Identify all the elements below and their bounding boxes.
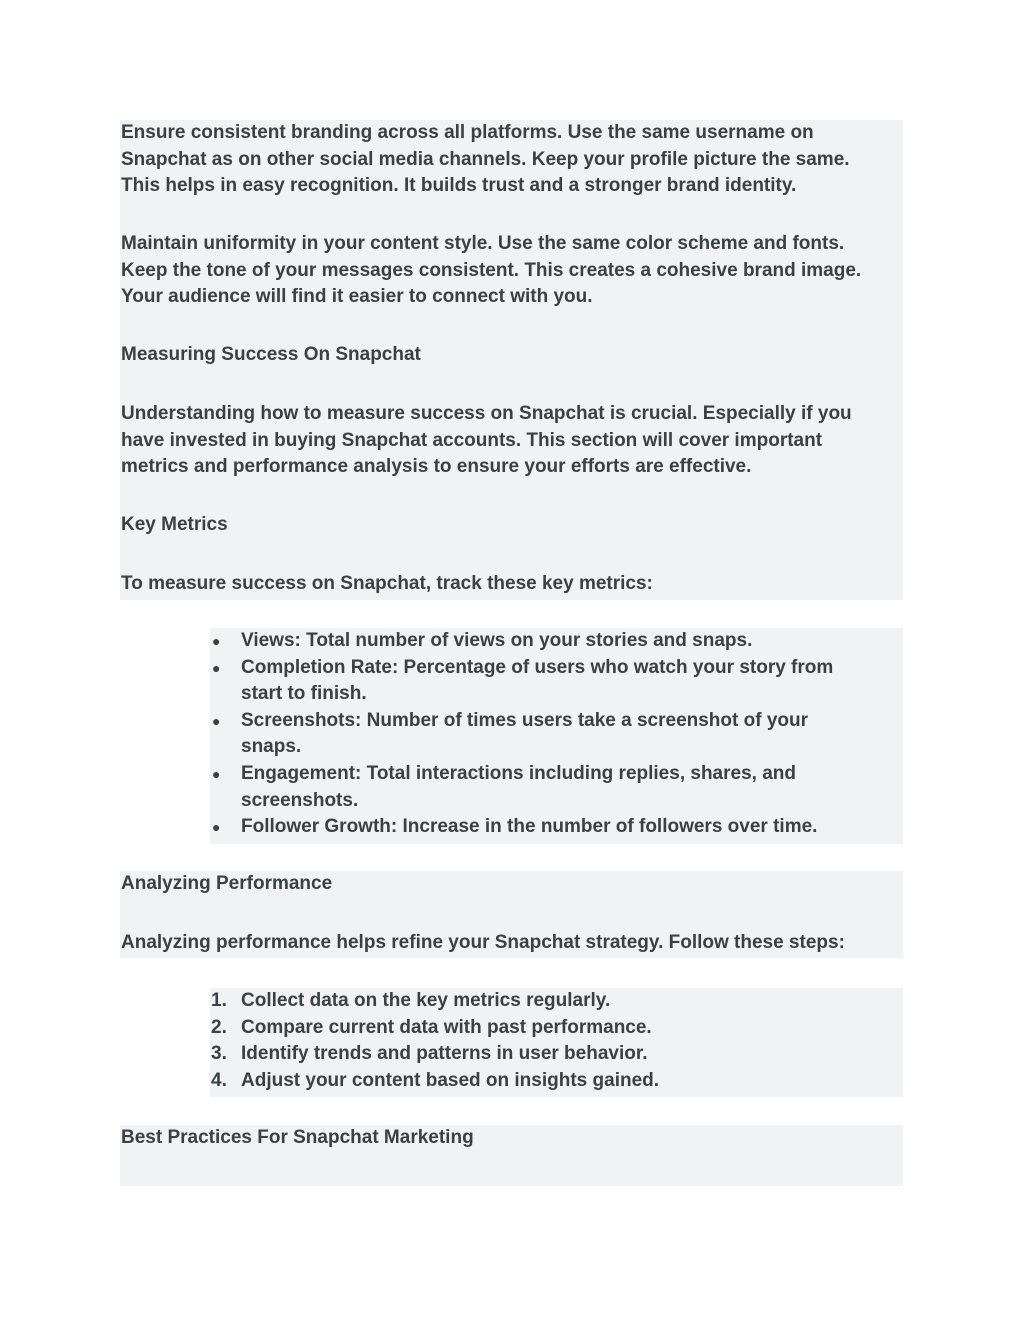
- paragraph-line: Your audience will find it easier to connect with you.: [121, 286, 593, 308]
- list-item-text: Completion Rate: Percentage of users who watch your story from start to finish.: [241, 656, 834, 705]
- steps-list: [211, 988, 871, 1094]
- analyzing-performance-block: [120, 871, 903, 958]
- paragraph-line: This helps in easy recognition. It builds trust and a stronger brand identity.: [121, 175, 797, 197]
- list-item: [211, 761, 871, 814]
- step-number: 2.: [211, 1016, 227, 1038]
- paragraph-line: have invested in buying Snapchat accounts. This section will cover important: [121, 429, 823, 451]
- list-item-text: Compare current data with past performance.: [241, 1016, 652, 1038]
- paragraph-line: Keep the tone of your messages consistent. This creates a cohesive brand image.: [121, 259, 862, 281]
- bullet-icon: ●: [212, 765, 221, 782]
- list-item: [211, 1041, 871, 1068]
- best-practices-block: [120, 1125, 903, 1186]
- step-number: 4.: [211, 1069, 227, 1091]
- list-item: [211, 988, 871, 1015]
- paragraph-line: Understanding how to measure success on Snapchat is crucial. Especially if you: [121, 403, 852, 424]
- heading-best-practices: Best Practices For Snapchat Marketing: [121, 1127, 474, 1148]
- list-item-text: Views: Total number of views on your stories and snaps.: [241, 630, 753, 651]
- paragraph-line: metrics and performance analysis to ensure your efforts are effective.: [121, 456, 752, 478]
- paragraph-branding: [121, 120, 850, 200]
- step-number: 1.: [211, 990, 227, 1011]
- paragraph-line: Ensure consistent branding across all platforms. Use the same username on: [121, 122, 814, 143]
- paragraph-analyzing: Analyzing performance helps refine your Snapchat strategy. Follow these steps:: [121, 932, 845, 953]
- list-item-text: Identify trends and patterns in user behavior.: [241, 1043, 648, 1065]
- paragraph-track-metrics: To measure success on Snapchat, track these key metrics:: [121, 573, 653, 594]
- content-block-branding: [120, 120, 903, 600]
- heading-analyzing-performance: Analyzing Performance: [121, 873, 333, 894]
- paragraph-line: Maintain uniformity in your content style. Use the same color scheme and fonts.: [121, 233, 845, 254]
- metrics-list: [211, 628, 871, 841]
- list-item: [211, 1015, 871, 1042]
- list-item-text: Adjust your content based on insights gained.: [241, 1069, 660, 1091]
- paragraph-uniformity: [121, 231, 861, 311]
- heading-measuring-success: Measuring Success On Snapchat: [121, 344, 421, 365]
- step-number: 3.: [211, 1043, 227, 1065]
- list-item-text: Screenshots: Number of times users take a screenshot of your snaps.: [241, 709, 809, 758]
- list-item-text: Follower Growth: Increase in the number of followers over time.: [241, 816, 818, 838]
- list-item-text: Engagement: Total interactions including replies, shares, and screenshots.: [241, 762, 796, 811]
- list-item: [211, 628, 871, 655]
- list-item-text: Collect data on the key metrics regularly.: [241, 990, 611, 1011]
- paragraph-line: Snapchat as on other social media channels. Keep your profile picture the same.: [121, 148, 850, 170]
- paragraph-understanding: [121, 401, 852, 481]
- steps-list-block: [210, 988, 903, 1097]
- list-item: [211, 1068, 871, 1095]
- bullet-icon: ●: [212, 712, 221, 729]
- heading-key-metrics: Key Metrics: [121, 514, 228, 535]
- bullet-icon: ●: [212, 633, 221, 649]
- list-item: [211, 655, 871, 708]
- metrics-list-block: [210, 628, 903, 844]
- bullet-icon: ●: [212, 659, 221, 676]
- list-item: [211, 814, 871, 841]
- list-item: [211, 708, 871, 761]
- bullet-icon: ●: [212, 819, 221, 836]
